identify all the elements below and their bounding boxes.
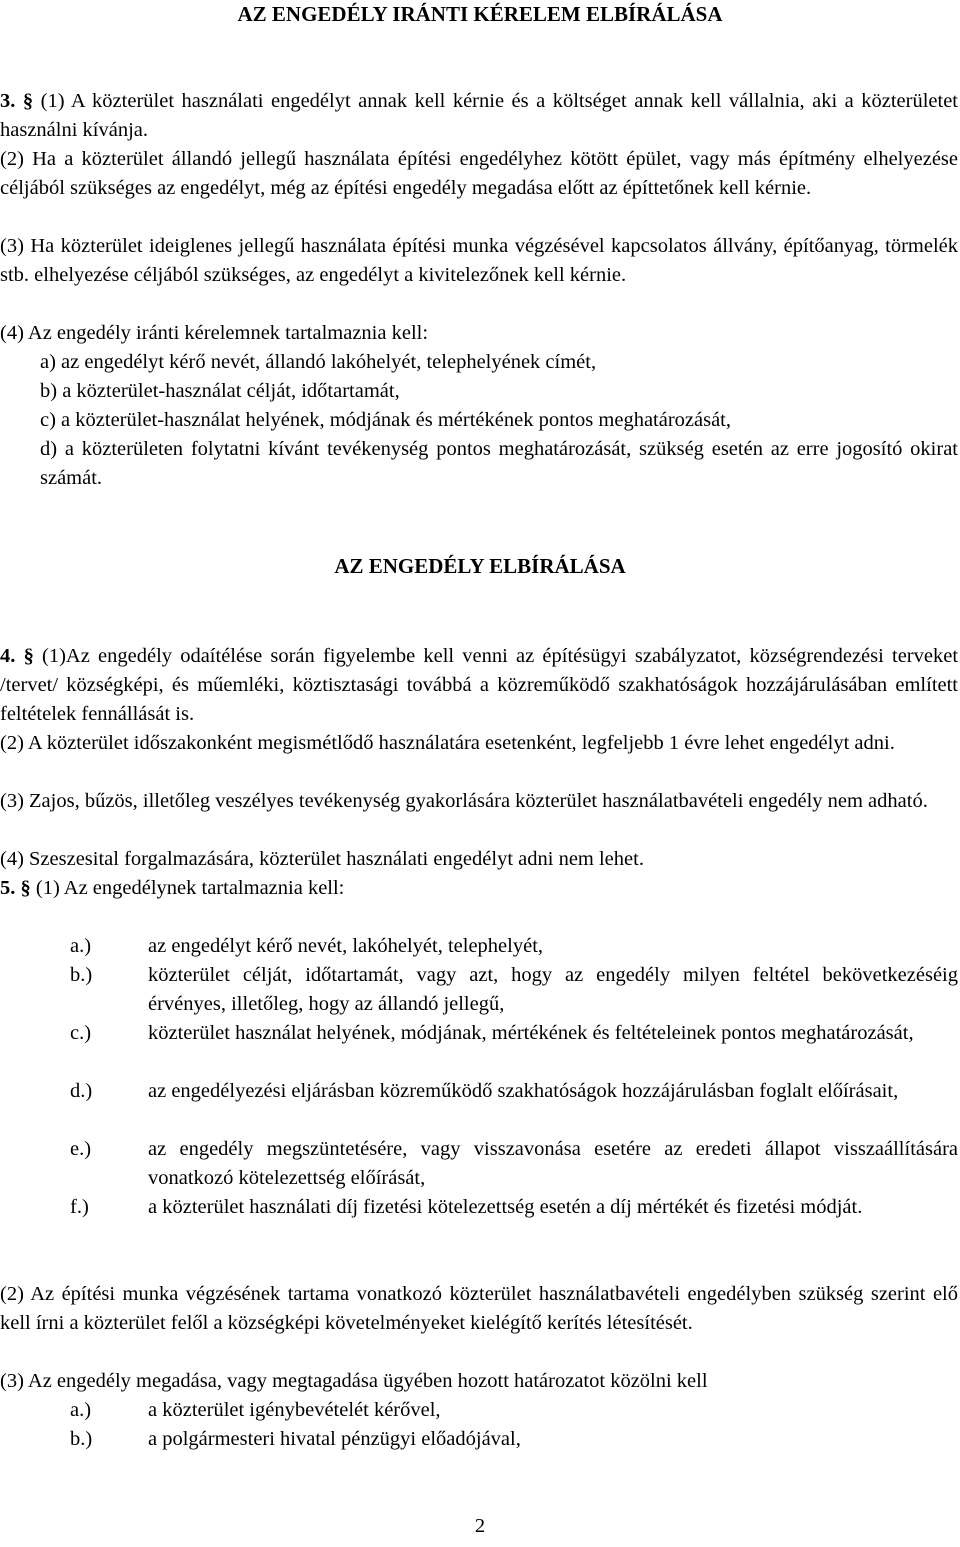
section-3-paragraph-2: (2) Ha a közterület állandó jellegű használata építési engedélyhez kötött épület, vagy más építmény elhelyezése céljából szükséges az engedélyt, még az építési engedély megadása előtt az építtetőnek kell kérnie. — [0, 148, 958, 199]
section-3-paragraph-3: (3) Ha közterület ideiglenes jellegű használata építési munka végzésével kapcsolatos állvány, építőanyag, törmelék stb. elhelyezése céljából szükséges, az engedélyt a kivitelezőnek kell kérnie. — [0, 235, 958, 286]
section-3-item-b: b) a közterület-használat célját, időtartamát, — [40, 380, 400, 402]
section-5-paragraph-3: (3) Az engedély megadása, vagy megtagadása ügyében hozott határozatot közölni kell — [0, 1370, 708, 1392]
list-text: a polgármesteri hivatal pénzügyi előadójával, — [148, 1428, 521, 1450]
list-label: d.) — [70, 1080, 93, 1102]
section-4-paragraph-1 — [0, 642, 958, 729]
list-text: közterület célját, időtartamát, vagy azt, hogy az engedély milyen feltétel bekövetkezéséig érvényes, illetőleg, hogy az állandó jellegű, — [148, 964, 958, 1015]
section-3-paragraph-4: (4) Az engedély iránti kérelemnek tartalmaznia kell: — [0, 322, 429, 344]
heading-kerelem-elbiralasa: AZ ENGEDÉLY IRÁNTI KÉRELEM ELBÍRÁLÁSA — [237, 2, 723, 26]
section-5-1-text: (1) Az engedélynek tartalmaznia kell: — [35, 877, 345, 899]
section-5-paragraph-2: (2) Az építési munka végzésének tartama vonatkozó közterület használatbavételi engedélyben szükség szerint elő kell írni a közterület felől a községképi követelményeket kielégítő kerítés létesítését. — [0, 1283, 958, 1334]
section-4-number: 4. § — [0, 645, 34, 667]
list-text: az engedélyezési eljárásban közreműködő szakhatóságok hozzájárulásban foglalt előírásait, — [148, 1080, 899, 1102]
section-3-paragraph-1 — [0, 87, 958, 145]
list-text: az engedély megszüntetésére, vagy visszavonása esetére az eredeti állapot visszaállítására vonatkozó kötelezettség előírását, — [148, 1138, 958, 1189]
list-text: az engedélyt kérő nevét, lakóhelyét, telephelyét, — [148, 935, 544, 957]
section-5-paragraph-1 — [0, 874, 958, 903]
page-number: 2 — [474, 1515, 486, 1537]
list-label: a.) — [70, 1399, 92, 1421]
section-3-number: 3. § — [0, 90, 34, 112]
section-3-item-a: a) az engedélyt kérő nevét, állandó lakóhelyét, telephelyének címét, — [40, 351, 597, 373]
list-label: f.) — [70, 1196, 89, 1218]
section-4-paragraph-4: (4) Szeszesital forgalmazására, közterület használati engedélyt adni nem lehet. — [0, 848, 644, 870]
section-5-number: 5. § — [0, 877, 31, 899]
list-text: a közterület használati díj fizetési kötelezettség esetén a díj mértékét és fizetési módját. — [148, 1196, 863, 1218]
list-label: b.) — [70, 964, 93, 986]
list-label: a.) — [70, 935, 92, 957]
section-3-item-c: c) a közterület-használat helyének, módjának és mértékének pontos meghatározását, — [40, 409, 732, 431]
list-label: b.) — [70, 1428, 93, 1450]
list-label: e.) — [70, 1138, 92, 1160]
section-4-paragraph-3: (3) Zajos, bűzös, illetőleg veszélyes tevékenység gyakorlására közterület használatbavételi engedély nem adható. — [0, 790, 928, 812]
section-3-1-text: (1) A közterület használati engedélyt annak kell kérnie és a költséget annak kell vállalnia, aki a közterületet használni kívánja. — [0, 90, 958, 141]
list-text: a közterület igénybevételét kérővel, — [148, 1399, 441, 1421]
section-4-paragraph-2: (2) A közterület időszakonként megismétlődő használatára esetenként, legfeljebb 1 évre lehet engedélyt adni. — [0, 732, 895, 754]
section-4-1-text: (1)Az engedély odaítélése során figyelembe kell venni az építésügyi szabályzatot, községrendezési terveket /tervet/ községképi, és műemléki, köztisztasági továbbá a közreműködő szakhatóságok hozzájárulásában említett feltételek fennállását is. — [0, 645, 959, 725]
section-3-item-d: d) a közterületen folytatni kívánt tevékenység pontos meghatározását, szükség esetén az erre jogosító okirat számát. — [40, 438, 958, 489]
list-text: közterület használat helyének, módjának, mértékének és feltételeinek pontos meghatározását, — [148, 1022, 914, 1044]
list-label: c.) — [70, 1022, 92, 1044]
heading-engedely-elbiralasa: AZ ENGEDÉLY ELBÍRÁLÁSA — [334, 554, 626, 578]
